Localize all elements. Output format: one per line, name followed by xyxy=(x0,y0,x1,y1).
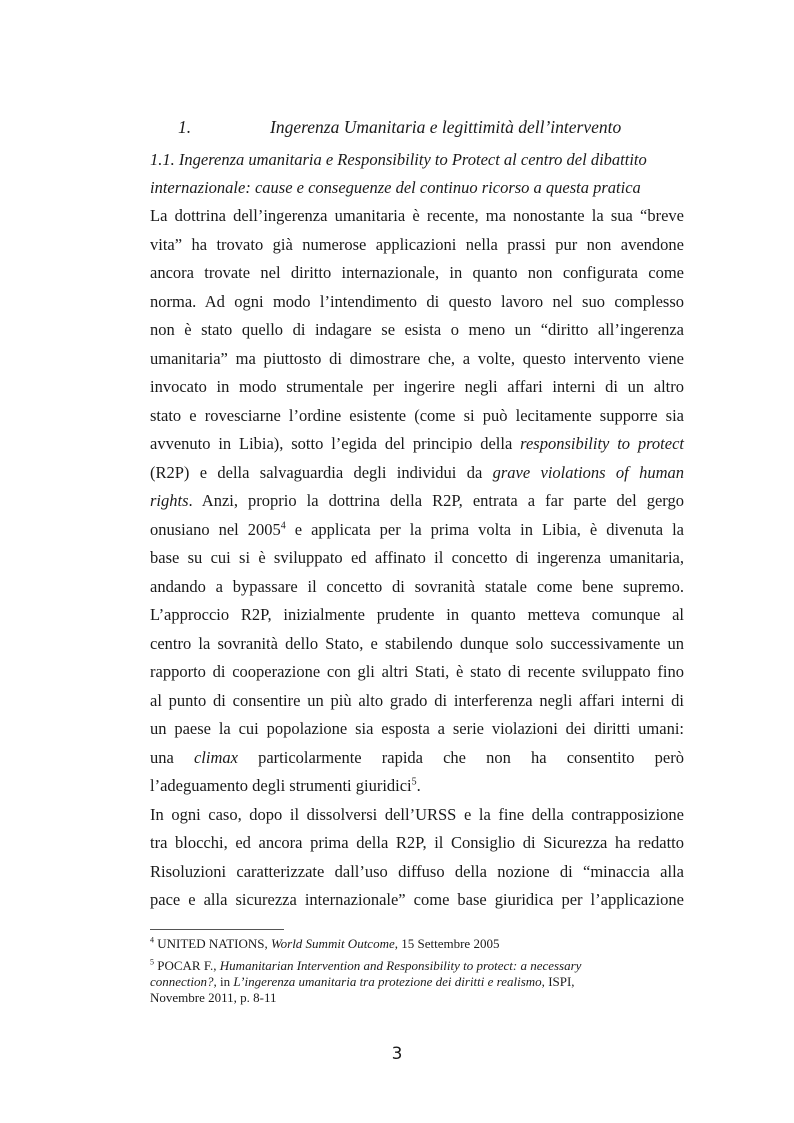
body-text-run: onusiano nel 2005 xyxy=(150,519,281,539)
body-line: umanitaria” ma piuttosto di dimostrare che, a volte, questo intervento viene xyxy=(150,348,684,368)
term-grave-violations: grave violations of human xyxy=(492,462,684,482)
body-line: stato e rovesciarne l’ordine esistente (come si può lecitamente supporre sia xyxy=(150,405,684,425)
footnote-line: Novembre 2011, p. 8-11 xyxy=(150,990,277,1005)
footnote-details: ISPI, xyxy=(544,974,575,989)
body-text-run: . xyxy=(416,776,421,795)
body-line: base su cui si è sviluppato ed affinato il concetto di ingerenza umanitaria, xyxy=(150,548,684,567)
body-line: tra blocchi, ed ancora prima della R2P, il Consiglio di Sicurezza ha redatto xyxy=(150,833,684,852)
term-responsibility-to-protect: responsibility to protect xyxy=(520,434,684,453)
footnotes xyxy=(150,936,684,1012)
body-line: pace e alla sicurezza internazionale” come base giuridica per l’applicazione xyxy=(150,890,684,909)
footnote-line xyxy=(150,958,684,974)
footnote-5 xyxy=(150,958,684,1006)
body-line: ancora trovate nel diritto internazionale, in quanto non configurata come xyxy=(150,263,684,282)
page-number: 3 xyxy=(391,1044,403,1064)
body-line: andando a bypassare il concetto di sovranità statale come bene supremo. xyxy=(150,576,684,596)
footnote-mark: 5 xyxy=(150,957,154,967)
body-line: un paese la cui popolazione sia esposta a serie violazioni dei diritti umani: xyxy=(150,719,684,738)
term-rights: rights xyxy=(150,491,189,510)
body-line: al punto di consentire un più alto grado di interferenza negli affari interni di xyxy=(150,690,684,710)
section-heading-line-1: 1.1. Ingerenza umanitaria e Responsibility to Protect al centro del dibattito xyxy=(150,150,647,169)
footnote-title: connection?, xyxy=(150,974,217,989)
body-line: non è stato quello di indagare se esista o meno un “diritto all’ingerenza xyxy=(150,320,684,339)
body-line: Risoluzioni caratterizzate dall’uso diffuso della nozione di “minaccia alla xyxy=(150,861,684,881)
footnote-author: POCAR F., xyxy=(154,958,220,973)
chapter-title: Ingerenza Umanitaria e legittimità dell’intervento xyxy=(270,117,622,137)
footnote-author: UNITED NATIONS, xyxy=(154,936,271,951)
body-line xyxy=(150,459,684,488)
footnote-line xyxy=(150,936,684,952)
body-text-run: e applicata per la prima volta in Libia, è divenuta la xyxy=(285,519,684,539)
footnote-mark: 4 xyxy=(150,935,154,945)
body-line xyxy=(150,744,684,773)
footnote-details: , 15 Settembre 2005 xyxy=(394,936,500,951)
body-line: centro la sovranità dello Stato, e stabilendo dunque solo successivamente un xyxy=(150,633,684,653)
footnote-4 xyxy=(150,936,684,952)
body-text-run: (R2P) e della salvaguardia degli individui da xyxy=(150,462,493,482)
body-line: La dottrina dell’ingerenza umanitaria è recente, ma nonostante la sua “breve xyxy=(150,206,684,225)
body-text-run: avvenuto in Libia), sotto l’egida del principio della xyxy=(150,434,521,453)
body-line xyxy=(150,430,684,459)
body-line: rapporto di cooperazione con gli altri Stati, è stato di recente sviluppato fino xyxy=(150,662,684,681)
body-line: In ogni caso, dopo il dissolversi dell’URSS e la fine della contrapposizione xyxy=(150,804,684,824)
body-text xyxy=(150,202,684,915)
chapter-number: 1. xyxy=(178,117,192,137)
footnote-line xyxy=(150,974,684,990)
body-line xyxy=(150,487,684,516)
footnote-title: World Summit Outcome xyxy=(271,936,395,951)
footnote-reference-5[interactable]: 5 xyxy=(411,776,417,788)
body-line xyxy=(150,516,684,545)
body-text-run: . Anzi, proprio la dottrina della R2P, entrata a far parte del gergo xyxy=(188,491,684,510)
footnote-separator xyxy=(150,929,284,930)
body-line xyxy=(150,772,684,801)
footnote-title: Humanitarian Intervention and Responsibility to protect: a necessary xyxy=(219,958,582,973)
footnote-text: in xyxy=(216,974,234,989)
body-line: L’approccio R2P, inizialmente prudente in quanto metteva comunque al xyxy=(150,605,684,624)
chapter-heading xyxy=(178,113,648,141)
term-climax: climax xyxy=(193,747,238,767)
body-text-run: l’adeguamento degli strumenti giuridici xyxy=(150,776,412,795)
footnote-book-title: L’ingerenza umanitaria tra protezione dei diritti e realismo, xyxy=(233,974,545,989)
section-heading-line-2: internazionale: cause e conseguenze del continuo ricorso a questa pratica xyxy=(150,178,641,197)
body-text-run: particolarmente rapida che non ha consentito però xyxy=(237,747,684,767)
body-line: vita” ha trovato già numerose applicazioni nella prassi pur non avendone xyxy=(150,234,684,254)
body-line: invocato in modo strumentale per ingerire negli affari interni di un altro xyxy=(150,377,684,396)
body-line: norma. Ad ogni modo l’intendimento di questo lavoro nel suo complesso xyxy=(150,291,684,311)
body-text-run: una xyxy=(150,747,194,767)
footnote-reference-4[interactable]: 4 xyxy=(280,520,286,531)
section-heading xyxy=(150,146,684,202)
